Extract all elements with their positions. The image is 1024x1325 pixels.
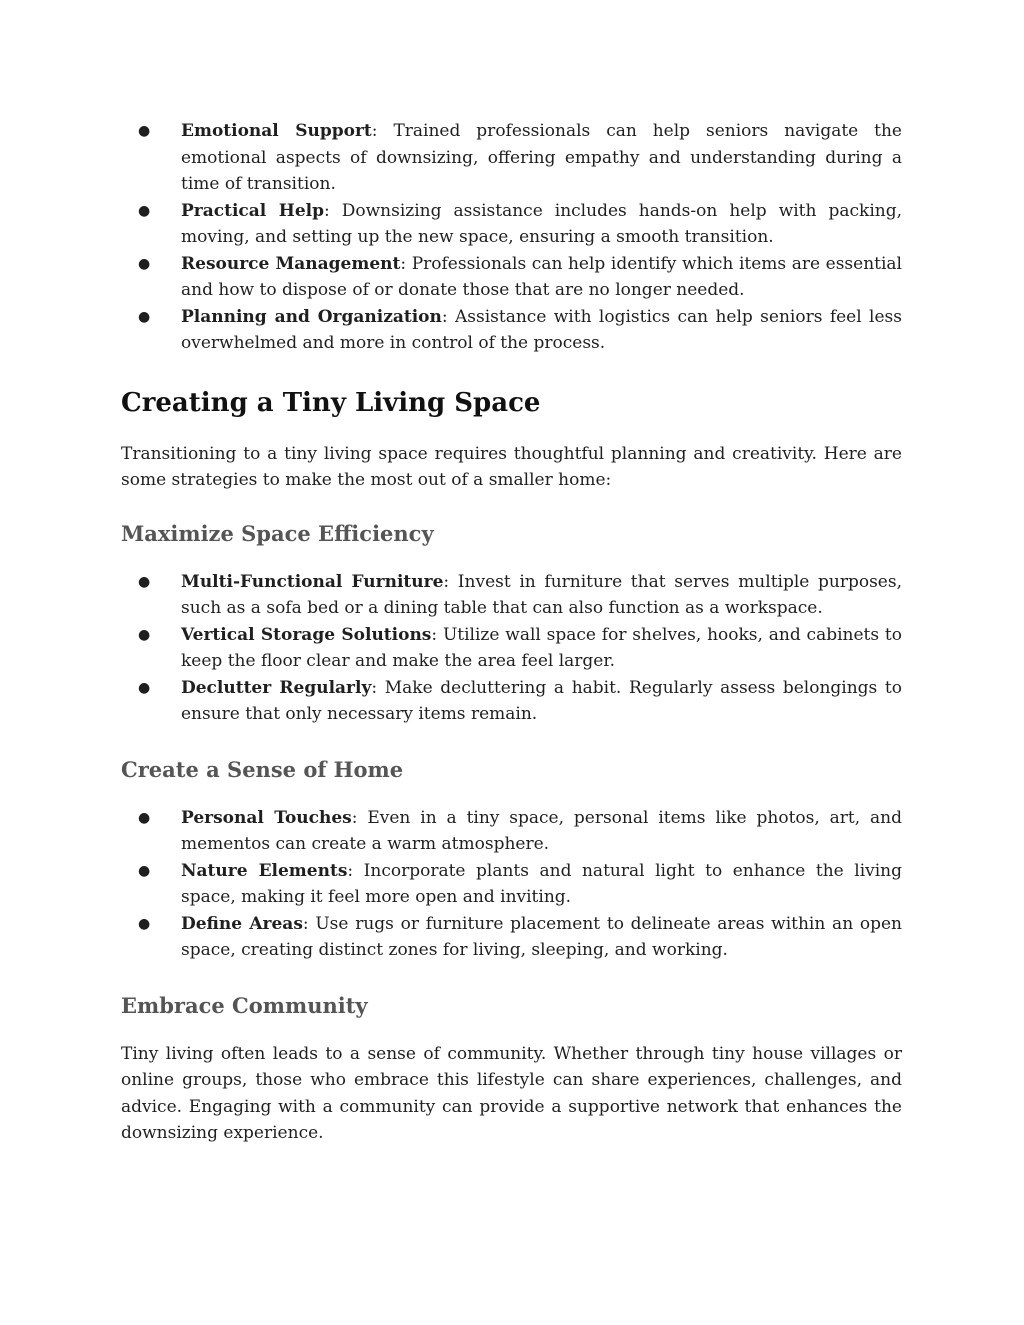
list-item: [121, 675, 902, 728]
subsection-heading-home: Create a Sense of Home: [121, 756, 404, 782]
bullet-icon: ●: [138, 255, 151, 272]
list-item: [121, 304, 902, 357]
bullet-icon: ●: [138, 626, 151, 643]
bullet-icon: ●: [138, 573, 151, 590]
list-item: [121, 251, 902, 304]
list-item-term: Emotional Support: [181, 121, 372, 141]
list-item-text: : Make decluttering a habit. Regularly assess belongings to ensure that only necessary items remain.: [181, 677, 902, 724]
subsection-heading-maximize: Maximize Space Efficiency: [121, 520, 434, 546]
bullet-icon: ●: [138, 202, 151, 219]
home-list: [121, 805, 902, 964]
list-item-text: : Professionals can help identify which items are essential and how to dispose of or donate those that are no longer needed.: [181, 253, 902, 300]
list-item-text: : Utilize wall space for shelves, hooks, and cabinets to keep the floor clear and make the area feel larger.: [181, 624, 902, 671]
list-item: [121, 118, 902, 198]
list-item-text: : Downsizing assistance includes hands-on help with packing, moving, and setting up the new space, ensuring a smooth transition.: [181, 200, 902, 247]
document-page: [121, 118, 902, 1147]
maximize-list: [121, 569, 902, 728]
list-item: [121, 622, 902, 675]
list-item-text: : Assistance with logistics can help seniors feel less overwhelmed and more in control of the process.: [181, 306, 902, 353]
bullet-icon: ●: [138, 809, 151, 826]
bullet-icon: ●: [138, 862, 151, 879]
list-item-text: : Use rugs or furniture placement to delineate areas within an open space, creating distinct zones for living, sleeping, and working.: [181, 913, 902, 960]
list-item-text: : Trained professionals can help seniors navigate the emotional aspects of downsizing, offering empathy and understanding during a time of transition.: [181, 121, 902, 194]
list-item: [121, 198, 902, 251]
list-item-term: Resource Management: [181, 253, 401, 274]
list-item-text: : Even in a tiny space, personal items like photos, art, and mementos can create a warm atmosphere.: [181, 807, 902, 854]
list-item: [121, 858, 902, 911]
list-item-term: Nature Elements: [181, 860, 348, 881]
bullet-icon: ●: [138, 308, 151, 325]
list-item-text: : Invest in furniture that serves multiple purposes, such as a sofa bed or a dining table that can also function as a workspace.: [181, 571, 902, 618]
list-item-text: : Incorporate plants and natural light to enhance the living space, making it feel more open and inviting.: [181, 860, 902, 907]
list-item: [121, 805, 902, 858]
section-intro: Transitioning to a tiny living space requires thoughtful planning and creativity. Here are some strategies to make the most out of a smaller home:: [121, 443, 902, 490]
list-item-term: Vertical Storage Solutions: [181, 624, 432, 645]
list-item-term: Planning and Organization: [181, 306, 442, 327]
list-item: [121, 569, 902, 622]
list-item: [121, 911, 902, 964]
bullet-icon: ●: [138, 679, 151, 696]
list-item-term: Practical Help: [181, 200, 324, 221]
list-item-term: Define Areas: [181, 913, 303, 934]
list-item-term: Multi-Functional Furniture: [181, 571, 444, 592]
community-paragraph: Tiny living often leads to a sense of community. Whether through tiny house villages or online groups, those who embrace this lifestyle can share experiences, challenges, and advice. Engaging with a community can provide a supportive network that enhances the downsizing experience.: [121, 1043, 902, 1143]
list-item-term: Personal Touches: [181, 807, 352, 828]
section-heading: Creating a Tiny Living Space: [121, 387, 541, 418]
bullet-icon: ●: [138, 915, 151, 932]
subsection-heading-community: Embrace Community: [121, 992, 368, 1018]
list-item-term: Declutter Regularly: [181, 677, 372, 698]
bullet-icon: ●: [138, 123, 151, 139]
support-list: [121, 118, 902, 357]
